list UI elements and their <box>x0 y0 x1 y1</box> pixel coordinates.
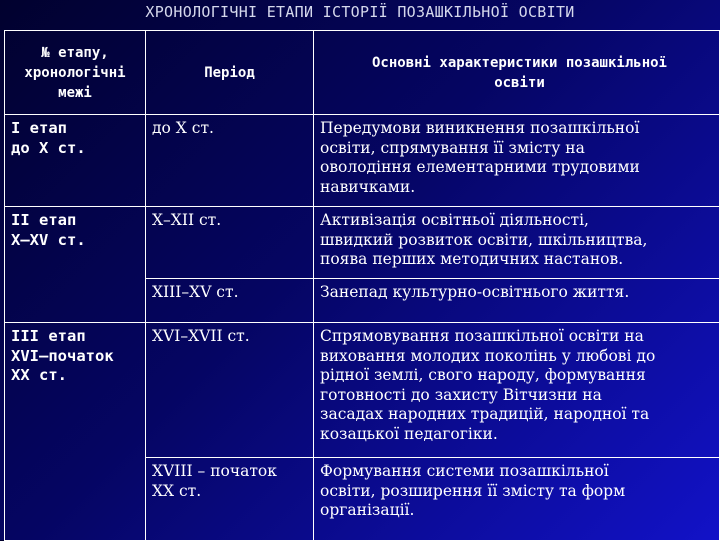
period-cell <box>146 458 314 541</box>
period-text: ХІІІ–ХV ст. <box>152 283 239 301</box>
header-characteristics-line: освіти <box>494 74 545 91</box>
characteristics-line: навичками. <box>320 177 416 196</box>
period-text: ХVІІІ – початок <box>152 462 277 480</box>
characteristics-cell <box>314 207 720 279</box>
stage-name: І етап <box>11 119 67 137</box>
period-text: ХVІ–ХVІІ ст. <box>152 327 250 345</box>
characteristics-cell <box>314 458 720 541</box>
header-characteristics-line: Основні характеристики позашкільної <box>371 54 667 71</box>
stage-cell <box>5 207 146 323</box>
stage-range: Х–ХV ст. <box>11 230 86 249</box>
characteristics-line: виховання молодих поколінь у любові до <box>320 346 656 365</box>
period-text: до Х ст. <box>152 119 214 137</box>
characteristics-line: Занепад культурно-освітнього життя. <box>320 283 630 301</box>
stage-range: ХVІ–початок <box>11 346 114 365</box>
period-text: Х–ХІІ ст. <box>152 211 222 229</box>
stage-name: ІІІ етап <box>11 327 86 345</box>
period-text: ХХ ст. <box>152 481 202 500</box>
characteristics-line: Спрямовування позашкільної освіти на <box>320 327 644 345</box>
characteristics-line: готовності до захисту Вітчизни на <box>320 385 602 404</box>
period-cell <box>146 279 314 323</box>
table-header-row <box>5 31 720 115</box>
stage-name: ІІ етап <box>11 211 77 229</box>
characteristics-line: освіти, розширення її змісту та форм <box>320 481 626 500</box>
page-title: ХРОНОЛОГІЧНІ ЕТАПИ ІСТОРІЇ ПОЗАШКІЛЬНОЇ ОСВІТИ <box>145 3 575 21</box>
period-cell <box>146 207 314 279</box>
header-period-label: Період <box>204 64 255 81</box>
characteristics-cell <box>314 323 720 458</box>
characteristics-line: Формування системи позашкільної <box>320 462 609 480</box>
header-characteristics-cell <box>314 31 720 115</box>
stage-range: до Х ст. <box>11 138 86 157</box>
characteristics-cell <box>314 115 720 207</box>
characteristics-line: освіти, спрямування її змісту на <box>320 138 585 157</box>
characteristics-line: оволодіння елементарними трудовими <box>320 158 640 177</box>
header-period-cell <box>146 31 314 115</box>
characteristics-cell <box>314 279 720 323</box>
period-cell <box>146 323 314 458</box>
table-row <box>5 323 720 458</box>
characteristics-line: засадах народних традицій, народної та <box>320 405 650 424</box>
header-stage-line: межі <box>58 84 92 101</box>
characteristics-line: швидкий розвиток освіти, шкільництва, <box>320 230 648 249</box>
header-stage-line: № етапу, <box>41 44 109 61</box>
header-stage-cell <box>5 31 146 115</box>
table-row <box>5 207 720 279</box>
stage-range: ХХ ст. <box>11 366 67 385</box>
header-stage-line: хронологічні <box>24 64 126 81</box>
characteristics-line: рідної землі, свого народу, формування <box>320 366 646 385</box>
characteristics-line: Передумови виникнення позашкільної <box>320 119 640 137</box>
characteristics-line: Активізація освітньої діяльності, <box>320 211 589 229</box>
stages-table <box>4 30 720 541</box>
characteristics-line: поява перших методичних настанов. <box>320 250 624 269</box>
stage-cell <box>5 323 146 541</box>
stage-cell <box>5 115 146 207</box>
characteristics-line: козацької педагогіки. <box>320 424 498 443</box>
table-row <box>5 115 720 207</box>
period-cell <box>146 115 314 207</box>
characteristics-line: організації. <box>320 501 415 520</box>
